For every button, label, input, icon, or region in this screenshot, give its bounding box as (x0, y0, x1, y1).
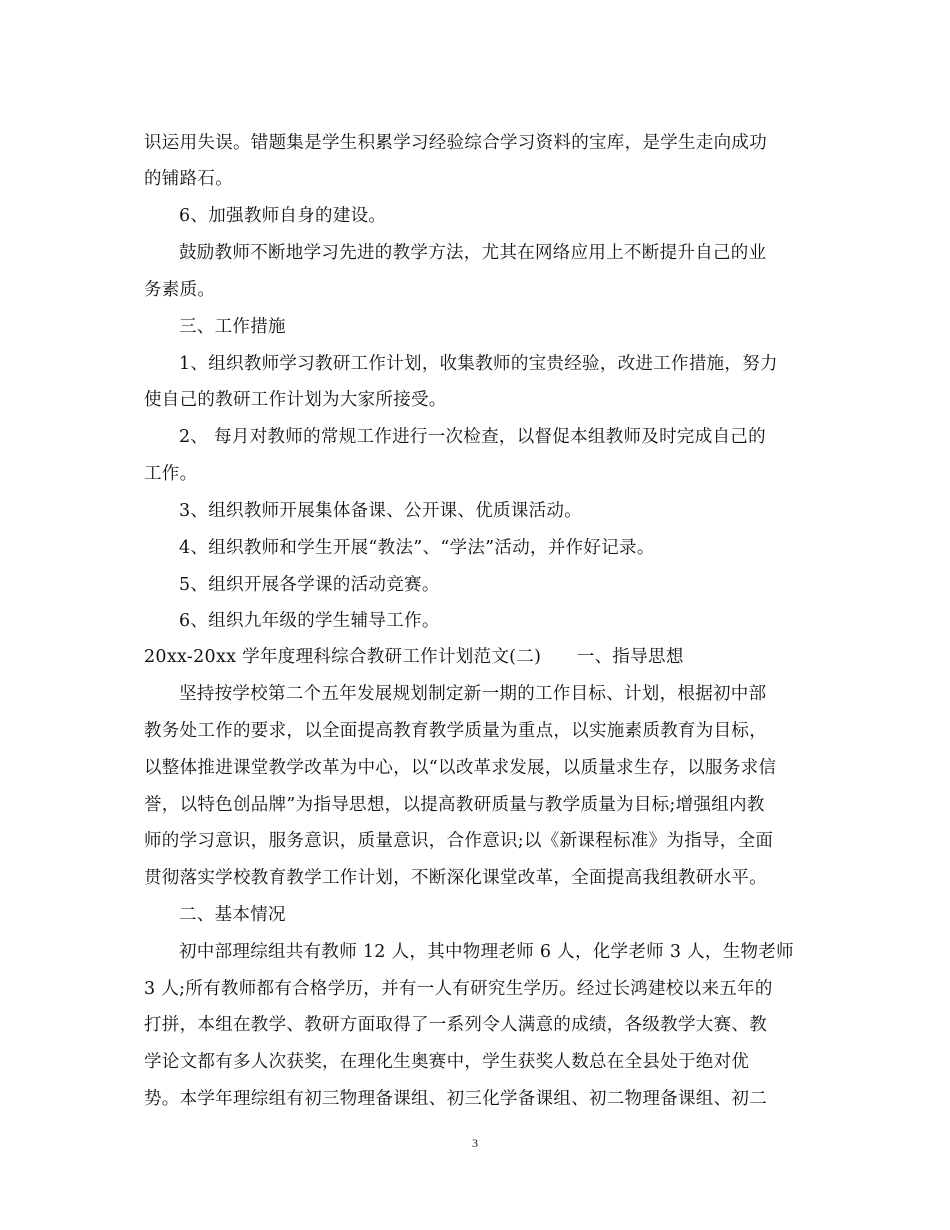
text-line: 打拼，本组在教学、教研方面取得了一系列令人满意的成绩，各级教学大赛、教 (144, 1015, 767, 1035)
text-line: 势。本学年理综组有初三物理备课组、初三化学备课组、初二物理备课组、初二 (144, 1089, 767, 1109)
document-title: 20xx-20xx 学年度理科综合教研工作计划范文(二) 一、指导思想 (144, 647, 684, 667)
text-line: 学论文都有多人次获奖，在理化生奥赛中，学生获奖人数总在全县处于绝对优 (144, 1052, 750, 1072)
text-line: 以整体推进课堂教学改革为中心，以“以改革求发展，以质量求生存，以服务求信 (144, 758, 777, 778)
text-line: 3、组织教师开展集体备课、公开课、优质课活动。 (179, 501, 583, 521)
text-line: 5、组织开展各学课的活动竞赛。 (179, 575, 440, 595)
text-line: 师的学习意识，服务意识，质量意识，合作意识;以《新课程标准》为指导，全面 (144, 831, 774, 851)
text-line: 工作。 (144, 464, 198, 484)
text-line: 的铺路石。 (144, 169, 233, 189)
text-line: 识运用失误。错题集是学生积累学习经验综合学习资料的宝库，是学生走向成功 (144, 133, 767, 153)
section-heading: 二、基本情况 (179, 905, 286, 925)
text-line: 4、组织教师和学生开展“教法”、“学法”活动，并作好记录。 (179, 538, 655, 558)
page-number: 3 (472, 1136, 478, 1150)
text-line: 初中部理综组共有教师 12 人，其中物理老师 6 人，化学老师 3 人，生物老师 (179, 942, 794, 962)
text-line: 3 人;所有教师都有合格学历，并有一人有研究生学历。经过长鸿建校以来五年的 (144, 979, 773, 999)
text-line: 誉，以特色创品牌”为指导思想，以提高教研质量与教学质量为目标;增强组内教 (144, 795, 765, 815)
text-line: 1、组织教师学习教研工作计划，收集教师的宝贵经验，改进工作措施，努力 (179, 354, 778, 374)
text-line: 2、 每月对教师的常规工作进行一次检查，以督促本组教师及时完成自己的 (179, 427, 766, 447)
text-line: 贯彻落实学校教育教学工作计划，不断深化课堂改革，全面提高我组教研水平。 (144, 868, 767, 888)
text-line: 6、加强教师自身的建设。 (179, 206, 387, 226)
text-line: 鼓励教师不断地学习先进的教学方法，尤其在网络应用上不断提升自己的业 (179, 243, 767, 263)
text-line: 6、组织九年级的学生辅导工作。 (179, 611, 440, 631)
text-line: 使自己的教研工作计划为大家所接受。 (144, 390, 447, 410)
text-line: 务素质。 (144, 280, 216, 300)
section-heading: 三、工作措施 (179, 317, 286, 337)
text-line: 教务处工作的要求，以全面提高教育教学质量为重点，以实施素质教育为目标， (144, 721, 767, 741)
text-line: 坚持按学校第二个五年发展规划制定新一期的工作目标、计划，根据初中部 (179, 684, 767, 704)
